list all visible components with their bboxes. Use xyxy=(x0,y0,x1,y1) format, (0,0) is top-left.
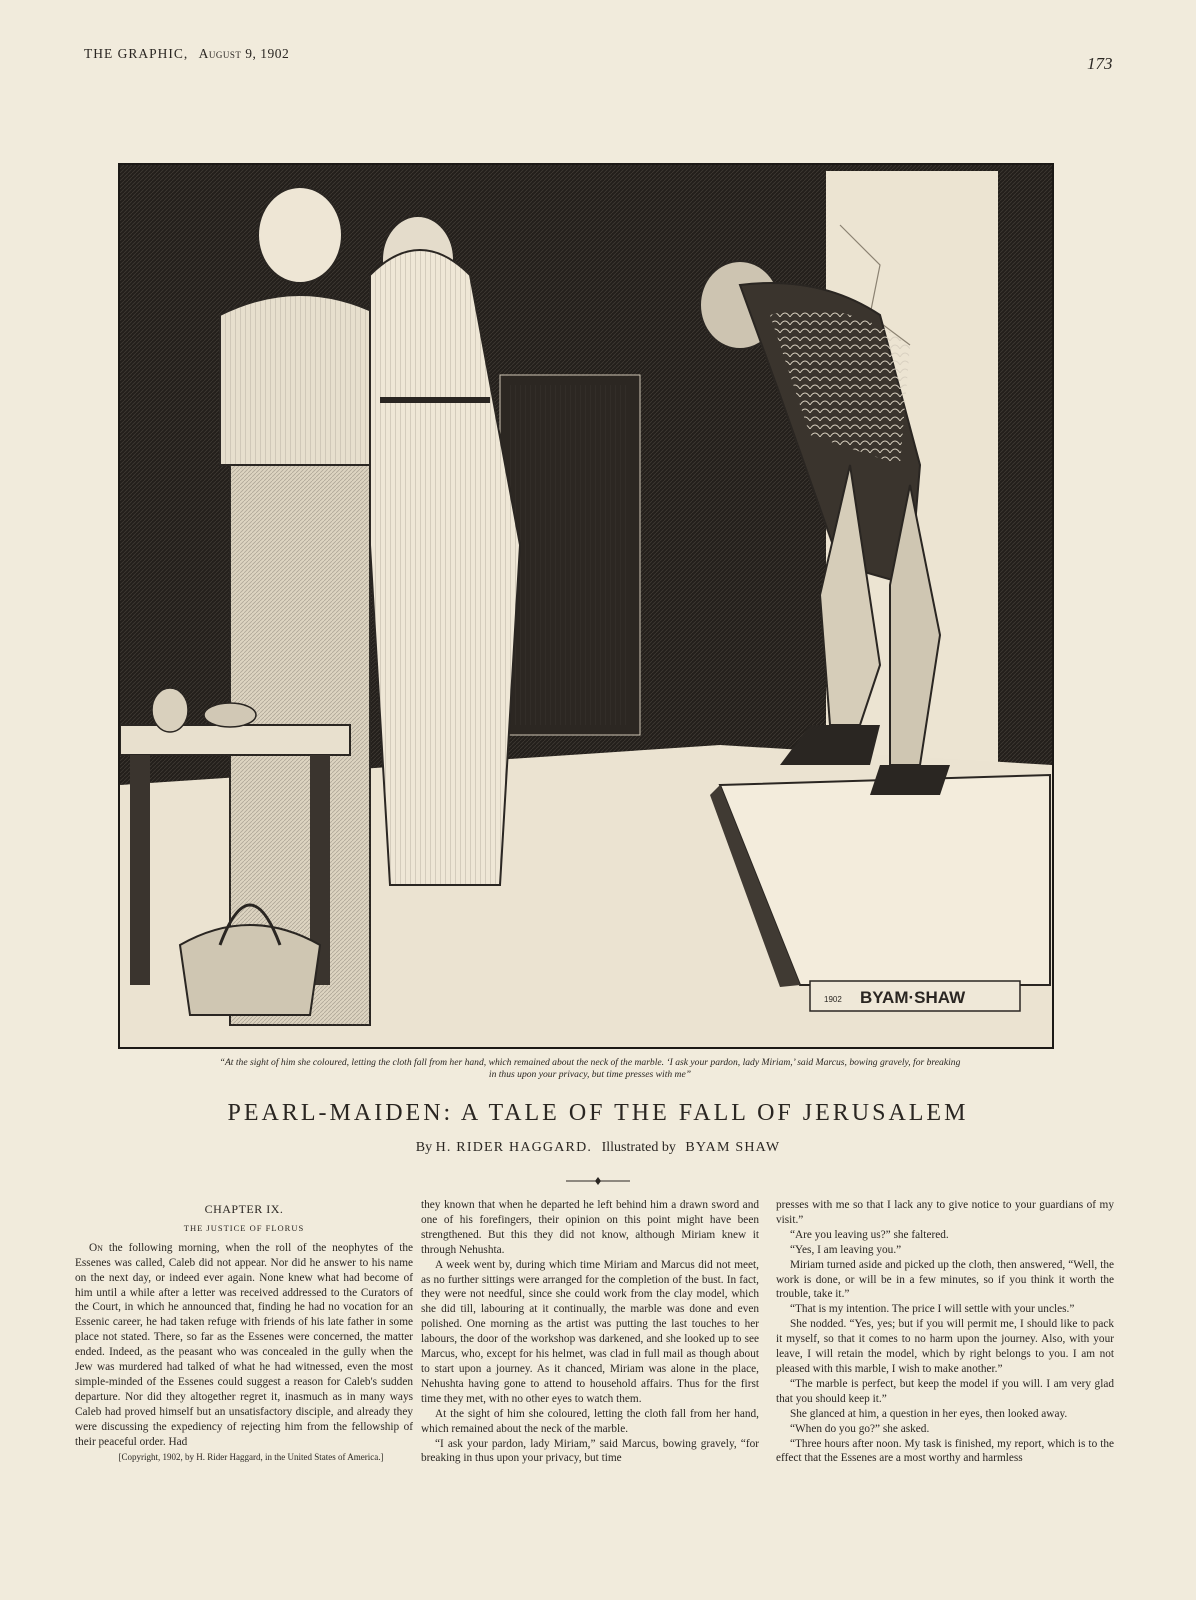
paragraph: A week went by, during which time Miriam and Marcus did not meet, as no further sittings were arranged for the completion of the bust. In fact, they were not needful, since she could work from the clay model, which she did till, labouring at it continually, the marble was done and even polished. One morning as the artist was putting the last touches to her labours, the door of the workshop was darkened, and she looked up to see Marcus, who, except for his helmet, was clad in full mail as though about to start upon a journey. As it chanced, Miriam was alone in the place, Nehushta having gone to attend to household affairs. Thus for the first time they met, with no other eyes to watch them. xyxy=(421,1258,759,1405)
signature-year: 1902 xyxy=(824,995,842,1004)
caption-line-2: in thus upon your privacy, but time presses with me” xyxy=(488,1069,692,1080)
chapter-title: THE JUSTICE OF FLORUS xyxy=(183,1222,305,1233)
paragraph: “The marble is perfect, but keep the model if you will. I am very glad that you should keep it.” xyxy=(776,1377,1114,1405)
text-column-3 xyxy=(776,1198,1114,1466)
marble-bust-head xyxy=(258,187,342,283)
illustration-caption xyxy=(116,1057,1064,1081)
article-title: PEARL-MAIDEN: A TALE OF THE FALL OF JERUSALEM xyxy=(227,1100,969,1126)
paragraph: “I ask your pardon, lady Miriam,” said Marcus, bowing gravely, “for breaking in thus upon your privacy, but time xyxy=(421,1437,759,1465)
byline-illustrated: Illustrated by xyxy=(601,1140,676,1155)
publication-name: THE GRAPHIC, xyxy=(84,46,189,61)
running-header xyxy=(84,46,289,62)
paragraph: “That is my intention. The price I will settle with your uncles.” xyxy=(790,1303,1075,1316)
author-name: H. RIDER HAGGARD. xyxy=(435,1140,593,1155)
paragraph: She nodded. “Yes, yes; but if you will permit me, I should like to pack it myself, so that it comes to no harm upon the journey. Also, with your leave, I will retain the model, which by right belongs to you. I am not pleased with this marble, I wish to make another.” xyxy=(776,1318,1114,1375)
copyright-notice: [Copyright, 1902, by H. Rider Haggard, in the United States of America.] xyxy=(118,1451,384,1462)
artist-signature: BYAM·SHAW xyxy=(860,988,966,1007)
chapter-number: CHAPTER IX. xyxy=(204,1202,284,1216)
page-number: 173 xyxy=(1087,54,1113,73)
ornament-divider-icon xyxy=(566,1176,630,1186)
paragraph: “Three hours after noon. My task is finished, my report, which is to the effect that the Essenes are a most worthy and harmless xyxy=(776,1437,1114,1465)
byline-by: By xyxy=(415,1140,433,1155)
text-column-2 xyxy=(421,1198,759,1466)
caption-line-1: “At the sight of him she coloured, letting the cloth fall from her hand, which remained about the neck of the marble. ‘I ask your pardon, lady Miriam,’ said Marcus, bowing gravely, for breaking xyxy=(219,1057,961,1068)
paragraph-text: the following morning, when the roll of the neophytes of the Essenes was called, Caleb did not appear. Nor did he answer to his name on the next day, or indeed ever again. None knew what had become of him until a while after a letter was received addressed to the Curators of the Court, in which he announced that, finding he had no vocation for an Essenic career, he had taken refuge with friends of his late father in some place not stated. There, so far as the Essenes were concerned, the matter ended. Indeed, as the peasant who was concealed in the gully when the Jew was murdered had talked of what he had witnessed, even the most simple-minded of the Essenes could suggest a reason for Caleb's sudden departure. Nor did they altogether regret it, inasmuch as in many ways Caleb had proved himself but an unsatisfactory disciple, and already they were discussing the expediency of rejecting him from the fellowship of their peaceful order. Had xyxy=(75,1241,414,1448)
paragraph: “Are you leaving us?” she faltered. xyxy=(790,1228,949,1241)
paragraph: they known that when he departed he left behind him a drawn sword and one of his forefingers, their opinion on this point might have been strengthened. But this they did not know, although Miriam knew it through Nehushta. xyxy=(421,1199,759,1256)
paragraph: “When do you go?” she asked. xyxy=(790,1422,930,1435)
paragraph: presses with me so that I lack any to give notice to your guardians of my visit.” xyxy=(776,1199,1114,1226)
engraving-illustration xyxy=(118,163,1054,1049)
paragraph: At the sight of him she coloured, letting the cloth fall from her hand, which remained about the neck of the marble. xyxy=(421,1407,759,1435)
byline xyxy=(0,1140,1196,1156)
opening-word: On xyxy=(89,1241,103,1254)
engraving-drawing xyxy=(120,165,1052,1047)
paragraph: She glanced at him, a question in her eyes, then looked away. xyxy=(790,1407,1068,1420)
paragraph: “Yes, I am leaving you.” xyxy=(790,1243,902,1256)
text-column-1 xyxy=(75,1198,413,1464)
issue-date: August 9, 1902 xyxy=(198,46,290,61)
illustrator-name: BYAM SHAW xyxy=(685,1140,781,1155)
paragraph: Miriam turned aside and picked up the cloth, then answered, “Well, the work is done, or will be in a few minutes, so if you think it worth the trouble, take it.” xyxy=(776,1258,1114,1301)
paragraph xyxy=(75,1241,413,1450)
